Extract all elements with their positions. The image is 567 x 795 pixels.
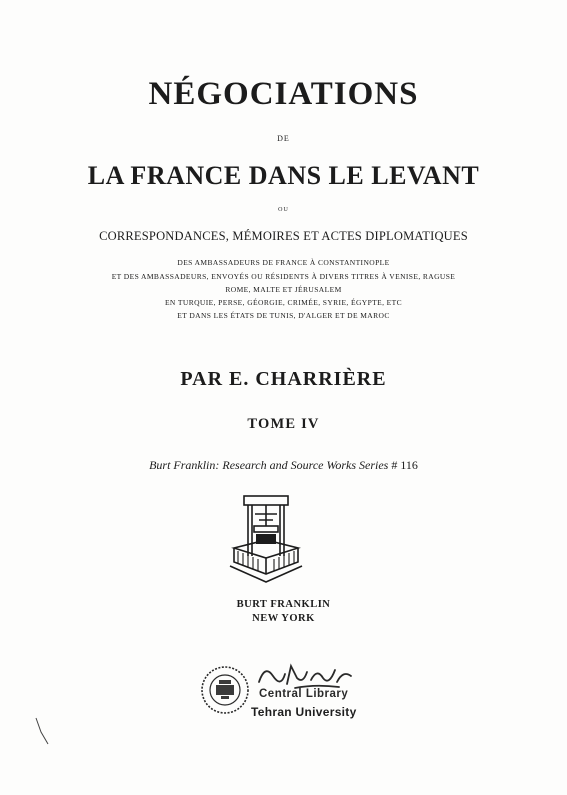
volume-line: TOME IV [247,416,320,432]
correspondances-line: CORRESPONDANCES, MÉMOIRES ET ACTES DIPLOMATIQUES [99,229,468,243]
book-subtitle: LA FRANCE DANS LE LEVANT [87,161,480,190]
margin-pen-stroke [33,716,53,746]
publisher-name: BURT FRANKLIN [236,599,331,610]
series-number: # 116 [391,458,418,472]
ambassadeurs-line: DES AMBASSADEURS DE FRANCE À CONSTANTINOPLE [177,258,390,267]
ambassadeurs-line: EN TURQUIE, PERSE, GÉORGIE, CRIMÉE, SYRIE, ÉGYPTE, ETC [164,298,403,307]
ambassadeurs-line: ROME, MALTE ET JÉRUSALEM [225,285,342,294]
series-name: Burt Franklin: Research and Source Works Series [149,458,389,472]
stamp-line-central-library: Central Library [259,688,349,700]
connector-de: DE [277,134,290,143]
stamp-line-tehran-university: Tehran University [251,705,357,719]
printing-press-icon [226,492,306,587]
author-line: PAR E. CHARRIÈRE [180,368,387,390]
book-title: NÉGOCIATIONS [148,76,419,112]
ambassadeurs-line: ET DANS LES ÉTATS DE TUNIS, D'ALGER ET DE MAROC [177,311,390,320]
connector-ou: OU [278,207,289,213]
library-stamp-script [255,660,355,690]
library-seal-icon [200,665,250,715]
publisher-city: NEW YORK [252,613,315,624]
series-line [0,458,567,473]
ambassadeurs-line: ET DES AMBASSADEURS, ENVOYÉS OU RÉSIDENTS À DIVERS TITRES À VENISE, RAGUSE [111,272,456,281]
